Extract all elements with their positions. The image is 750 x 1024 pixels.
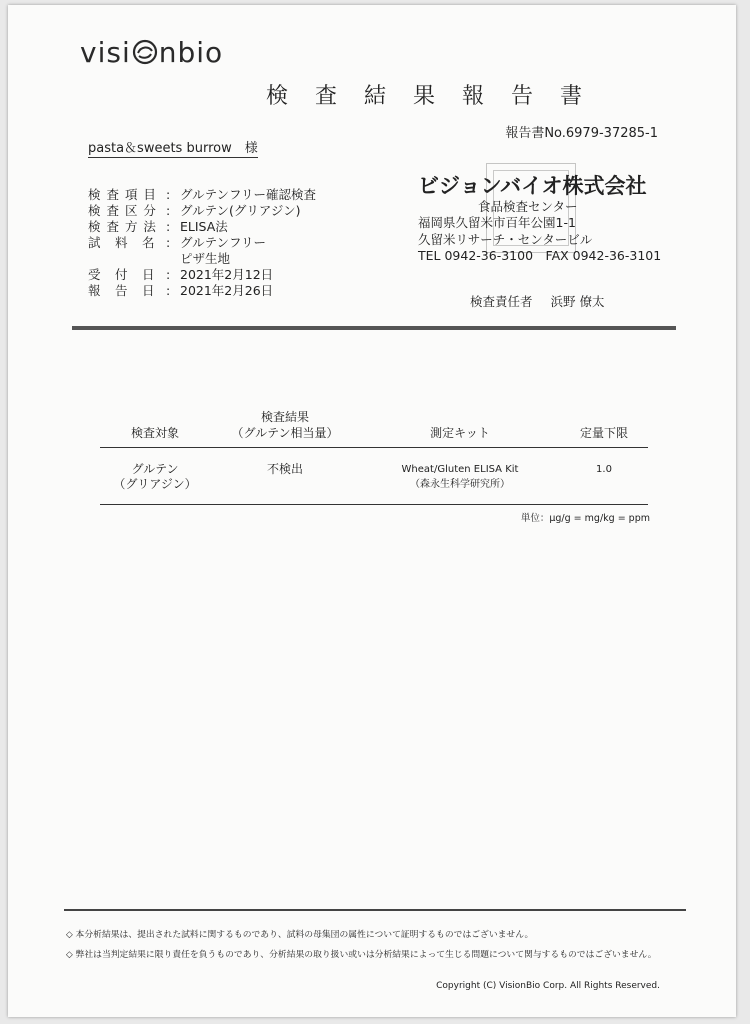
- cell-kit-line1: Wheat/Gluten ELISA Kit: [401, 464, 519, 475]
- cell-target-line2: （グリアジン）: [113, 477, 197, 491]
- info-separator: :: [166, 187, 171, 202]
- info-label: 検 査 項 目: [88, 187, 157, 202]
- cell-target-line1: グルテン: [131, 462, 179, 476]
- info-label: 受 付 日: [88, 267, 156, 282]
- info-label: 試 料 名: [88, 235, 156, 250]
- page-title: 検 査 結 果 報 告 書: [266, 84, 592, 109]
- logo-text-left: visi: [80, 35, 131, 69]
- note-item: ◇ 本分析結果は、提出された試料に関するものであり、試料の母集団の属性について証明するものではございません。: [66, 930, 534, 940]
- info-value: ピザ生地: [180, 251, 231, 266]
- logo-text-tail: bio: [177, 35, 224, 69]
- company-name: ビジョンバイオ株式会社: [418, 174, 647, 198]
- table-row: [100, 448, 648, 505]
- inspection-info: [88, 187, 316, 299]
- info-row: [88, 219, 316, 235]
- info-label: 検 査 方 法: [88, 219, 157, 234]
- logo-o-icon: [132, 39, 158, 65]
- cell-target: [100, 448, 210, 505]
- copyright: Copyright (C) VisionBio Corp. All Rights Reserved.: [436, 981, 660, 991]
- info-value: グルテン(グリアジン): [180, 203, 301, 218]
- header-result-line2: （グルテン相当量）: [231, 426, 339, 440]
- inspector-name: 浜野 僚太: [550, 294, 605, 309]
- results-table: [100, 409, 648, 505]
- info-label: [88, 251, 166, 267]
- visionbio-logo: [80, 35, 223, 69]
- info-value: 2021年2月12日: [180, 267, 274, 282]
- info-label: 検 査 区 分: [88, 203, 157, 218]
- cell-limit: 1.0: [560, 448, 648, 505]
- info-separator: :: [166, 283, 171, 298]
- table-header-row: [100, 409, 648, 448]
- inspector-label: 検査責任者: [470, 294, 533, 309]
- divider: [72, 326, 676, 330]
- company-address-1: 福岡県久留米市百年公園1-1: [418, 215, 576, 230]
- info-separator: :: [166, 235, 171, 250]
- company-dept: 食品検査センター: [478, 198, 578, 214]
- info-row: [88, 267, 316, 283]
- company-block: [418, 174, 678, 265]
- cell-kit: [360, 448, 560, 505]
- client-name: pasta＆sweets burrow 様: [88, 137, 258, 158]
- info-separator: :: [166, 203, 171, 218]
- info-value: ELISA法: [180, 219, 228, 234]
- info-row: [88, 251, 316, 267]
- info-row: [88, 203, 316, 219]
- cell-kit-line2: （森永生科学研究所）: [410, 479, 510, 490]
- info-row: [88, 235, 316, 251]
- info-value: グルテンフリー: [180, 235, 267, 250]
- inspector-in-charge: [470, 292, 605, 310]
- info-value: 2021年2月26日: [180, 283, 274, 298]
- report-page: [8, 5, 736, 1017]
- logo-text-right: n: [158, 35, 178, 69]
- info-separator: :: [166, 267, 171, 282]
- info-row: [88, 187, 316, 203]
- info-value: グルテンフリー確認検査: [180, 187, 317, 202]
- footer-divider: [64, 909, 686, 911]
- header-target: 検査対象: [100, 409, 210, 448]
- header-result-line1: 検査結果: [260, 410, 309, 424]
- company-address-2: 久留米リサーチ・センタービル: [418, 231, 593, 247]
- note-item: ◇ 弊社は当判定結果に限り責任を負うものであり、分析結果の取り扱い或いは分析結果によって生じる問題について関与するものではございません。: [66, 950, 657, 960]
- header-limit: 定量下限: [560, 409, 648, 448]
- disclaimer-notes: [66, 925, 657, 965]
- company-contact: TEL 0942-36-3100 FAX 0942-36-3101: [418, 248, 662, 263]
- header-kit: 測定キット: [360, 409, 560, 448]
- header-result: [210, 409, 360, 448]
- cell-result: 不検出: [210, 448, 360, 505]
- report-number: 報告書No.6979-37285-1: [505, 126, 658, 141]
- units-note: 単位：μg/g = mg/kg = ppm: [520, 513, 650, 524]
- info-label: 報 告 日: [88, 283, 156, 298]
- info-row: [88, 283, 316, 299]
- info-separator: :: [166, 219, 171, 234]
